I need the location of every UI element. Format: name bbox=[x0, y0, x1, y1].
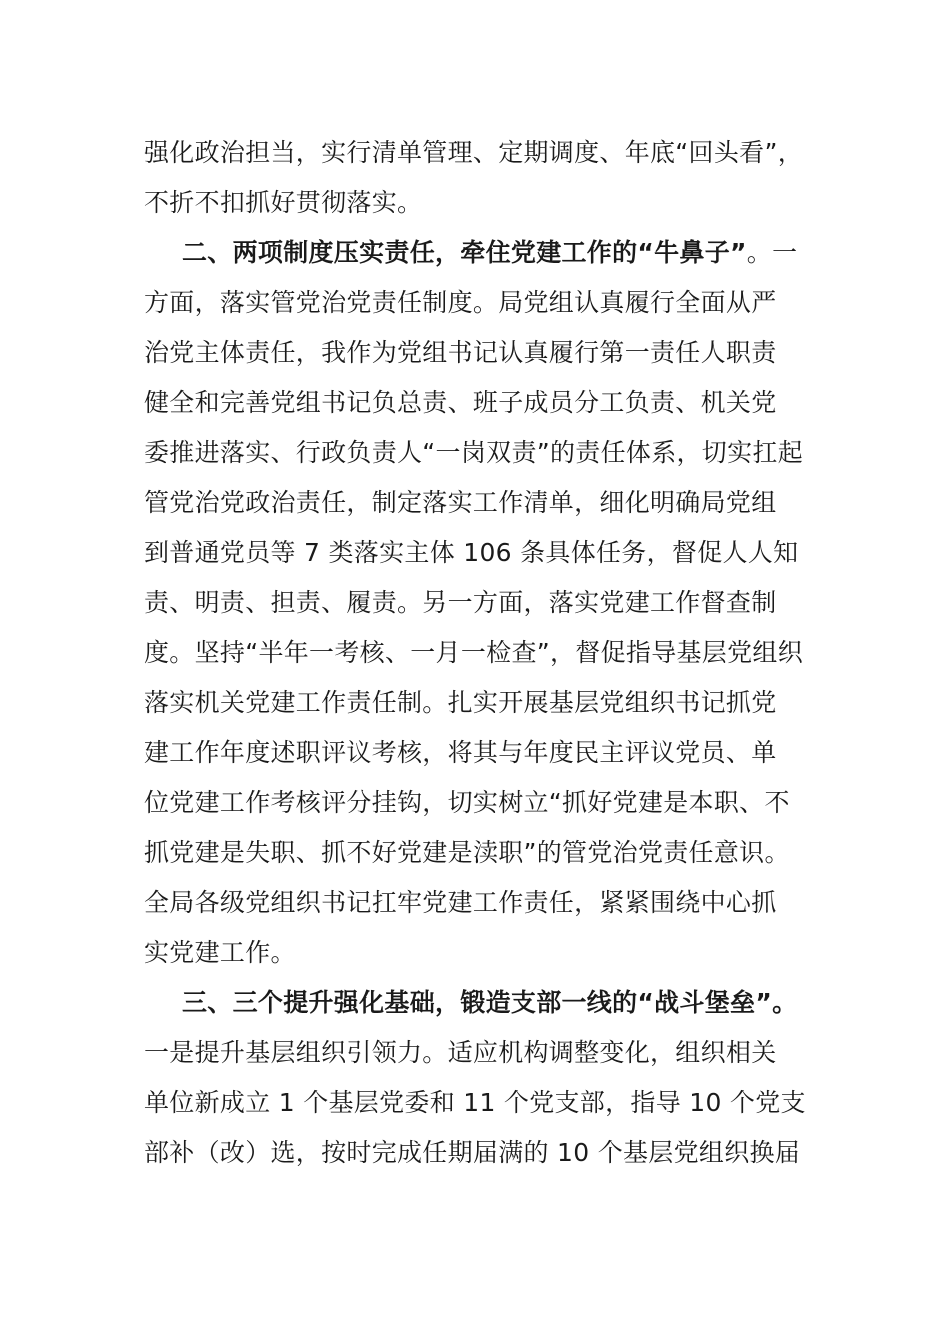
text-line: 实党建工作。 bbox=[144, 938, 296, 967]
section-heading-3: 三、三个提升强化基础，锻造支部一线的“战斗堡垒”。 bbox=[182, 988, 798, 1017]
text-fragment: 。一 bbox=[746, 238, 798, 267]
text-line: 健全和完善党组书记负总责、班子成员分工负责、机关党 bbox=[144, 388, 777, 417]
paragraph-2 bbox=[144, 228, 806, 978]
text-line: 部补（改）选，按时完成任期届满的 10 个基层党组织换届 bbox=[144, 1138, 801, 1167]
text-line: 全局各级党组织书记扛牢党建工作责任，紧紧围绕中心抓 bbox=[144, 888, 777, 917]
text-line: 管党治党政治责任，制定落实工作清单，细化明确局党组 bbox=[144, 488, 777, 517]
text-line: 不折不扣抓好贯彻落实。 bbox=[144, 188, 423, 217]
text-line: 方面，落实管党治党责任制度。局党组认真履行全面从严 bbox=[144, 288, 777, 317]
paragraph-2-first-line bbox=[144, 228, 806, 278]
text-line: 责、明责、担责、履责。另一方面，落实党建工作督查制 bbox=[144, 588, 777, 617]
paragraph-1 bbox=[144, 128, 806, 228]
text-line: 一是提升基层组织引领力。适应机构调整变化，组织相关 bbox=[144, 1038, 777, 1067]
text-line: 到普通党员等 7 类落实主体 106 条具体任务，督促人人知 bbox=[144, 538, 799, 567]
text-line: 建工作年度述职评议考核，将其与年度民主评议党员、单 bbox=[144, 738, 777, 767]
text-line: 委推进落实、行政负责人“一岗双责”的责任体系，切实扛起 bbox=[144, 438, 804, 467]
paragraph-3-first-line bbox=[144, 978, 806, 1028]
text-line: 落实机关党建工作责任制。扎实开展基层党组织书记抓党 bbox=[144, 688, 777, 717]
text-line: 度。坚持“半年一考核、一月一检查”，督促指导基层党组织 bbox=[144, 638, 804, 667]
text-line: 治党主体责任，我作为党组书记认真履行第一责任人职责 bbox=[144, 338, 777, 367]
text-line: 强化政治担当，实行清单管理、定期调度、年底“回头看”， bbox=[144, 138, 804, 167]
document-page bbox=[144, 128, 806, 1178]
text-line: 位党建工作考核评分挂钩，切实树立“抓好党建是本职、不 bbox=[144, 788, 790, 817]
paragraph-3 bbox=[144, 978, 806, 1178]
text-line: 单位新成立 1 个基层党委和 11 个党支部，指导 10 个党支 bbox=[144, 1088, 806, 1117]
section-heading-2: 二、两项制度压实责任，牵住党建工作的“牛鼻子” bbox=[182, 238, 747, 267]
text-line: 抓党建是失职、抓不好党建是渎职”的管党治党责任意识。 bbox=[144, 838, 790, 867]
